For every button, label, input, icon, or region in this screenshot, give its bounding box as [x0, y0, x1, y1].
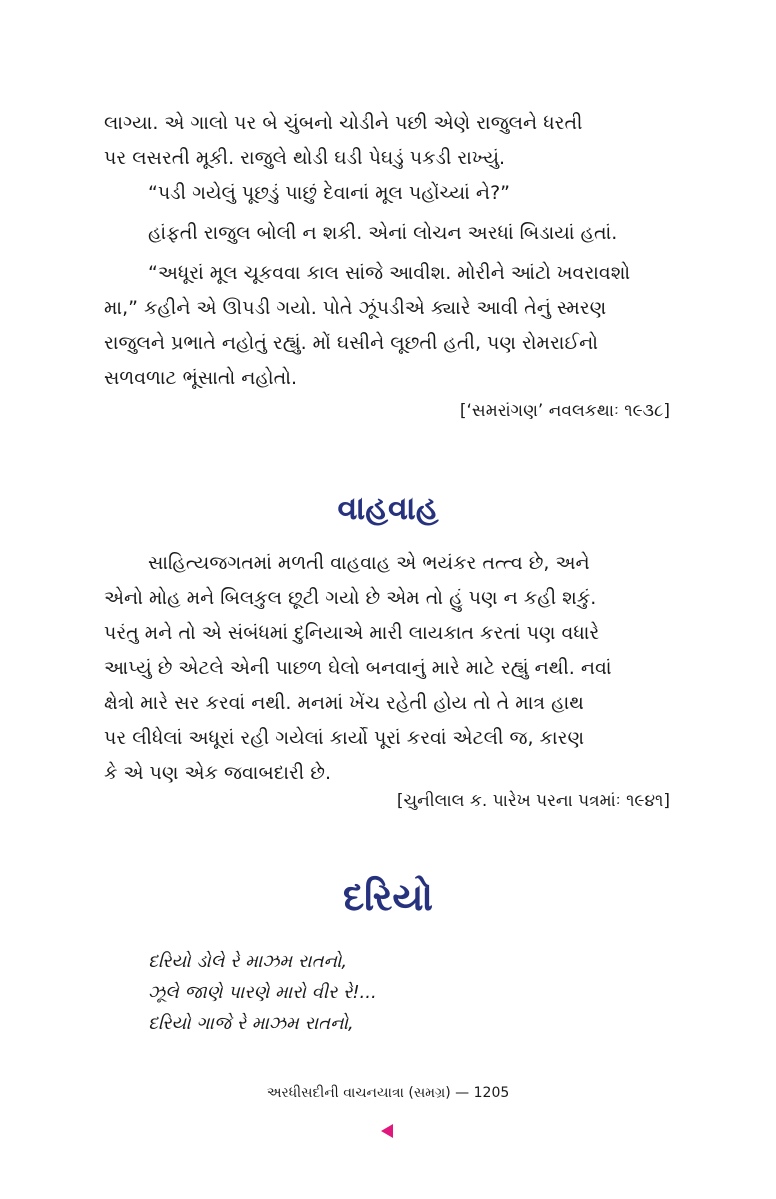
page-footer: અરધીસદીની વાચનયાત્રા (સમગ્ર) — 1205 [266, 1085, 510, 1101]
section-heading: દરિયો [342, 875, 434, 919]
text-line: મા,” કહીને એ ઊપડી ગયો. પોતે ઝૂંપડીએ ક્યારે આવી તેનું સ્મરણ [104, 297, 607, 319]
source-citation: [‘સમરાંગણ’ નવલકથાઃ ૧૯૩૮] [459, 401, 670, 421]
paragraph-narration: હાંફતી રાજુલ બોલી ન શકી. એનાં લોચન અરધાં બિડાયાં હતાં. [148, 222, 618, 244]
poem-line: દરિયો ગાજે રે માઝમ રાતનો, [148, 1013, 354, 1034]
poem-stanza [148, 946, 377, 1039]
text-line: કે એ પણ એક જવાબદારી છે. [104, 762, 331, 784]
text-line: પરંતુ મને તો એ સંબંધમાં દુનિયાએ મારી લાયકાત કરતાં પણ વધારે [104, 622, 600, 644]
paragraph-dialogue: “પડી ગયેલું પૂછડું પાછું દેવાનાં મૂલ પહોંચ્યાં ને?” [148, 182, 511, 204]
text-line: “અધૂરાં મૂલ ચૂકવવા કાલ સાંજે આવીશ. મોરીને આંટો ખવરાવશો [148, 262, 631, 284]
previous-page-arrow-icon[interactable] [381, 1124, 393, 1138]
text-line: સાહિત્યજગતમાં મળતી વાહવાહ એ ભયંકર તત્ત્વ છે, અને [148, 552, 590, 574]
text-line: રાજુલને પ્રભાતે નહોતું રહ્યું. મોં ઘસીને લૂછતી હતી, પણ રોમરાઈનો [104, 332, 599, 354]
text-line: ક્ષેત્રો મારે સર કરવાં નથી. મનમાં ખેંચ રહેતી હોય તો તે માત્ર હાથ [104, 692, 584, 714]
paragraph-vahvah [104, 546, 670, 791]
paragraph-dialogue-long [104, 256, 670, 396]
text-line: પર લસરતી મૂકી. રાજુલે થોડી ઘડી પેઘડું પકડી રાખ્યું. [104, 147, 506, 169]
text-line: આપ્યું છે એટલે એની પાછળ ઘેલો બનવાનું મારે માટે રહ્યું નથી. નવાં [104, 657, 612, 679]
text-line: પર લીધેલાં અધૂરાં રહી ગયેલાં કાર્યો પૂરાં કરવાં એટલી જ, કારણ [104, 727, 585, 749]
poem-line: દરિયો ડોલે રે માઝમ રાતનો, [148, 951, 348, 972]
poem-line: ઝૂલે જાણે પારણે મારો વીર રે!... [148, 982, 377, 1003]
section-heading: વાહવાહ [337, 489, 439, 527]
text-line: સળવળાટ ભૂંસાતો નહોતો. [104, 367, 298, 389]
paragraph-continuation [104, 106, 670, 176]
text-line: લાગ્યા. એ ગાલો પર બે ચુંબનો ચોડીને પછી એણે રાજુલને ધરતી [104, 112, 583, 134]
text-line: એનો મોહ મને બિલકુલ છૂટી ગયો છે એમ તો હું પણ ન કહી શકું. [104, 587, 597, 609]
source-citation: [ચુનીલાલ ક. પારેખ પરના પત્રમાંઃ ૧૯૪૧] [396, 791, 670, 811]
